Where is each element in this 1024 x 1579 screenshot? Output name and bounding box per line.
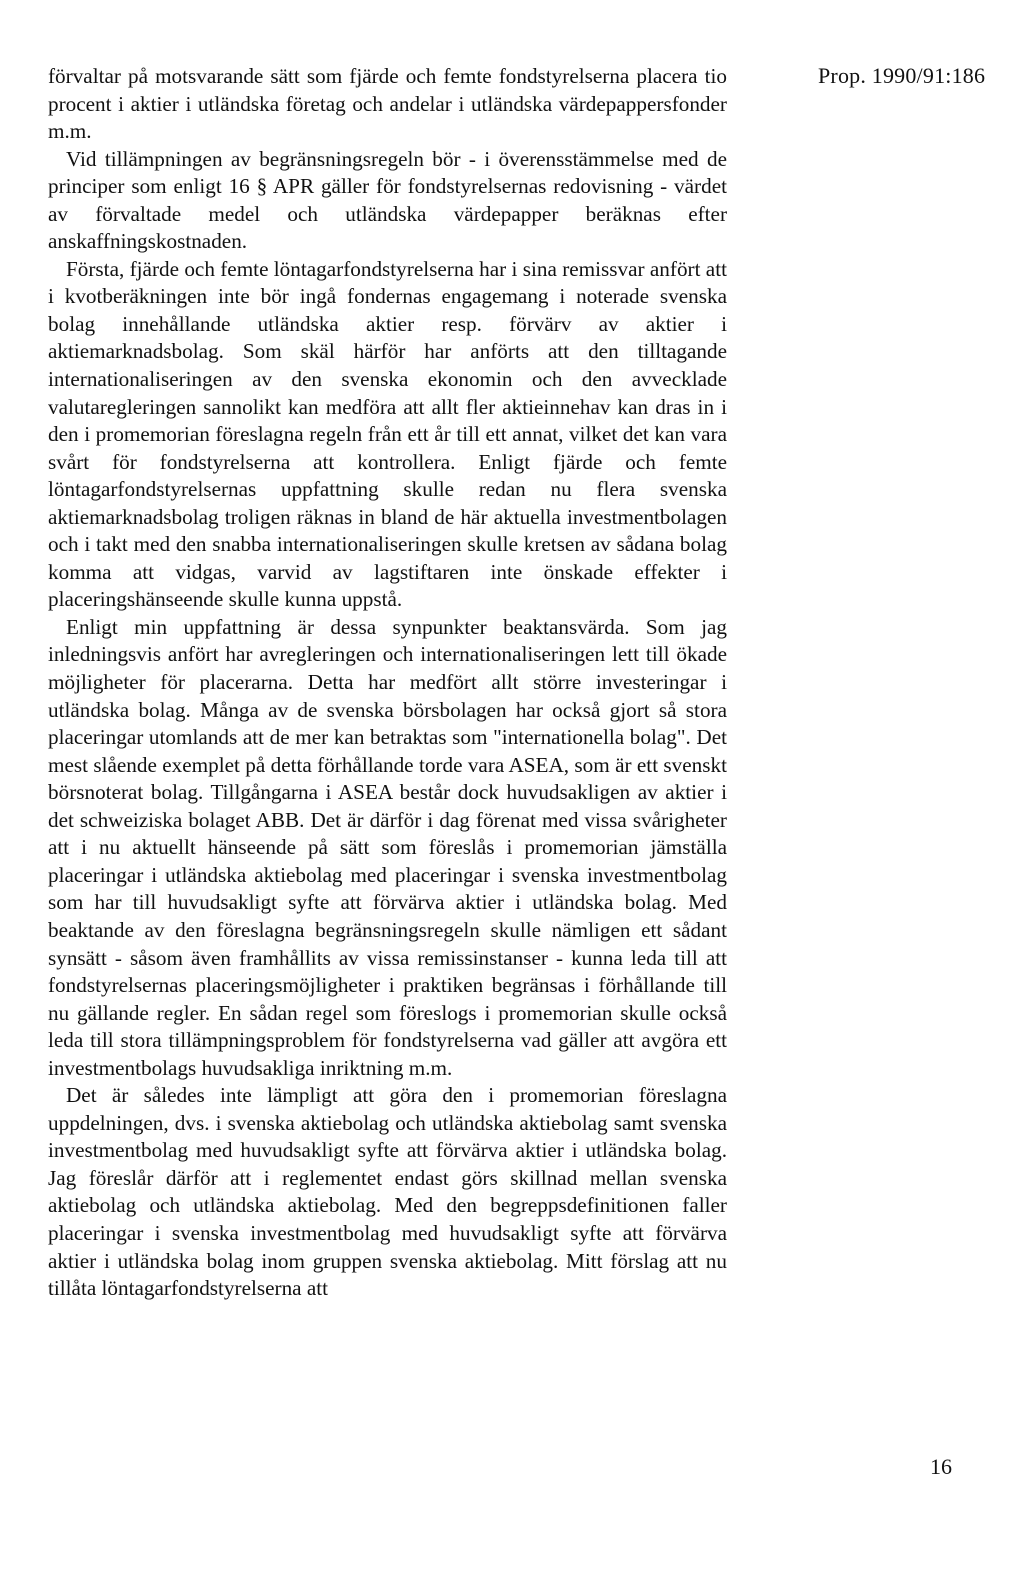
paragraph-continuation: förvaltar på motsvarande sätt som fjärde och femte fondstyrelserna placera tio procent i aktier i utländska företag och andelar i utländska värdepappersfonder m.m. <box>48 64 727 144</box>
proposition-reference: Prop. 1990/91:186 <box>818 63 986 88</box>
page-number: 16 <box>930 1454 952 1479</box>
paragraph-author-opinion: Enligt min uppfattning är dessa synpunkter beaktansvärda. Som jag inledningsvis anfört har avregleringen och internationaliseringen lett till ökade möjligheter för placerarna. Detta har medfört allt större investeringar i utländska bolag. Många av de svenska börsbolagen har också gjort så stora placeringar utomlands att de mer kan betraktas som "internationella bolag". Det mest slående exemplet på detta förhållande torde vara ASEA, som är ett svenskt börsnoterat bolag. Tillgångarna i ASEA består dock huvudsakligen av aktier i det schweiziska bolaget ABB. Det är därför i dag förenat med vissa svårigheter att i nu aktuellt hänseende på sätt som föreslås i promemorian jämställa placeringar i utländska aktiebolag med placeringar i svenska investmentbolag som har till huvudsakligt syfte att förvärva aktier i utländska bolag. Med beaktande av den föreslagna begränsningsregeln skulle nämligen ett sådant synsätt - såsom även framhållits av vissa remissinstanser - kunna leda till att fondstyrelsernas placeringsmöjligheter i praktiken begränsas i förhållande till nu gällande regler. En sådan regel som föreslogs i promemorian skulle också leda till stora tillämpningsproblem för fondstyrelserna vad gäller att avgöra ett investmentbolags huvudsakliga inriktning m.m. <box>48 614 727 1080</box>
paragraph-limitation-rule: Vid tillämpningen av begränsningsregeln bör - i överensstämmelse med de principer som enligt 16 § APR gäller för fondstyrelsernas redovisning - värdet av förvaltade medel och utländska värdepapper beräknas efter anskaffningskostnaden. <box>48 146 727 254</box>
paragraph-conclusion: Det är således inte lämpligt att göra den i promemorian föreslagna uppdelningen, dvs. i svenska aktiebolag och utländska aktiebolag samt svenska investmentbolag med huvudsakligt syfte att förvärva aktier i utländska bolag. Jag föreslår därför att i reglementet endast görs skillnad mellan svenska aktiebolag och utländska aktiebolag. Med den begreppsdefinitionen faller placeringar i svenska investmentbolag med huvudsakligt syfte att förvärva aktier i utländska bolag inom gruppen svenska aktiebolag. Mitt förslag att nu tillåta löntagarfondstyrelserna att <box>48 1083 727 1301</box>
paragraph-referral-responses: Första, fjärde och femte löntagarfondstyrelserna har i sina remissvar anfört att i kvotberäkningen inte bör ingå fondernas engagemang i noterade svenska bolag innehållande utländska aktier resp. förvärv av aktier i aktiemarknadsbolag. Som skäl härför har anförts att den tilltagande internationaliseringen av den svenska ekonomin och den avvecklade valutaregleringen sannolikt kan medföra att allt fler aktieinnehav kan dras in i den i promemorian föreslagna regeln från ett år till ett annat, vilket det kan vara svårt för fondstyrelserna att kontrollera. Enligt fjärde och femte löntagarfondstyrelsernas uppfattning skulle redan nu flera svenska aktiemarknadsbolag troligen räknas in bland de här aktuella investmentbolagen och i takt med den snabba internationaliseringen skulle kretsen av sådana bolag komma att vidgas, varvid av lagstiftaren inte önskade effekter i placeringshänseende skulle kunna uppstå. <box>48 256 727 612</box>
body-text <box>48 63 727 1303</box>
